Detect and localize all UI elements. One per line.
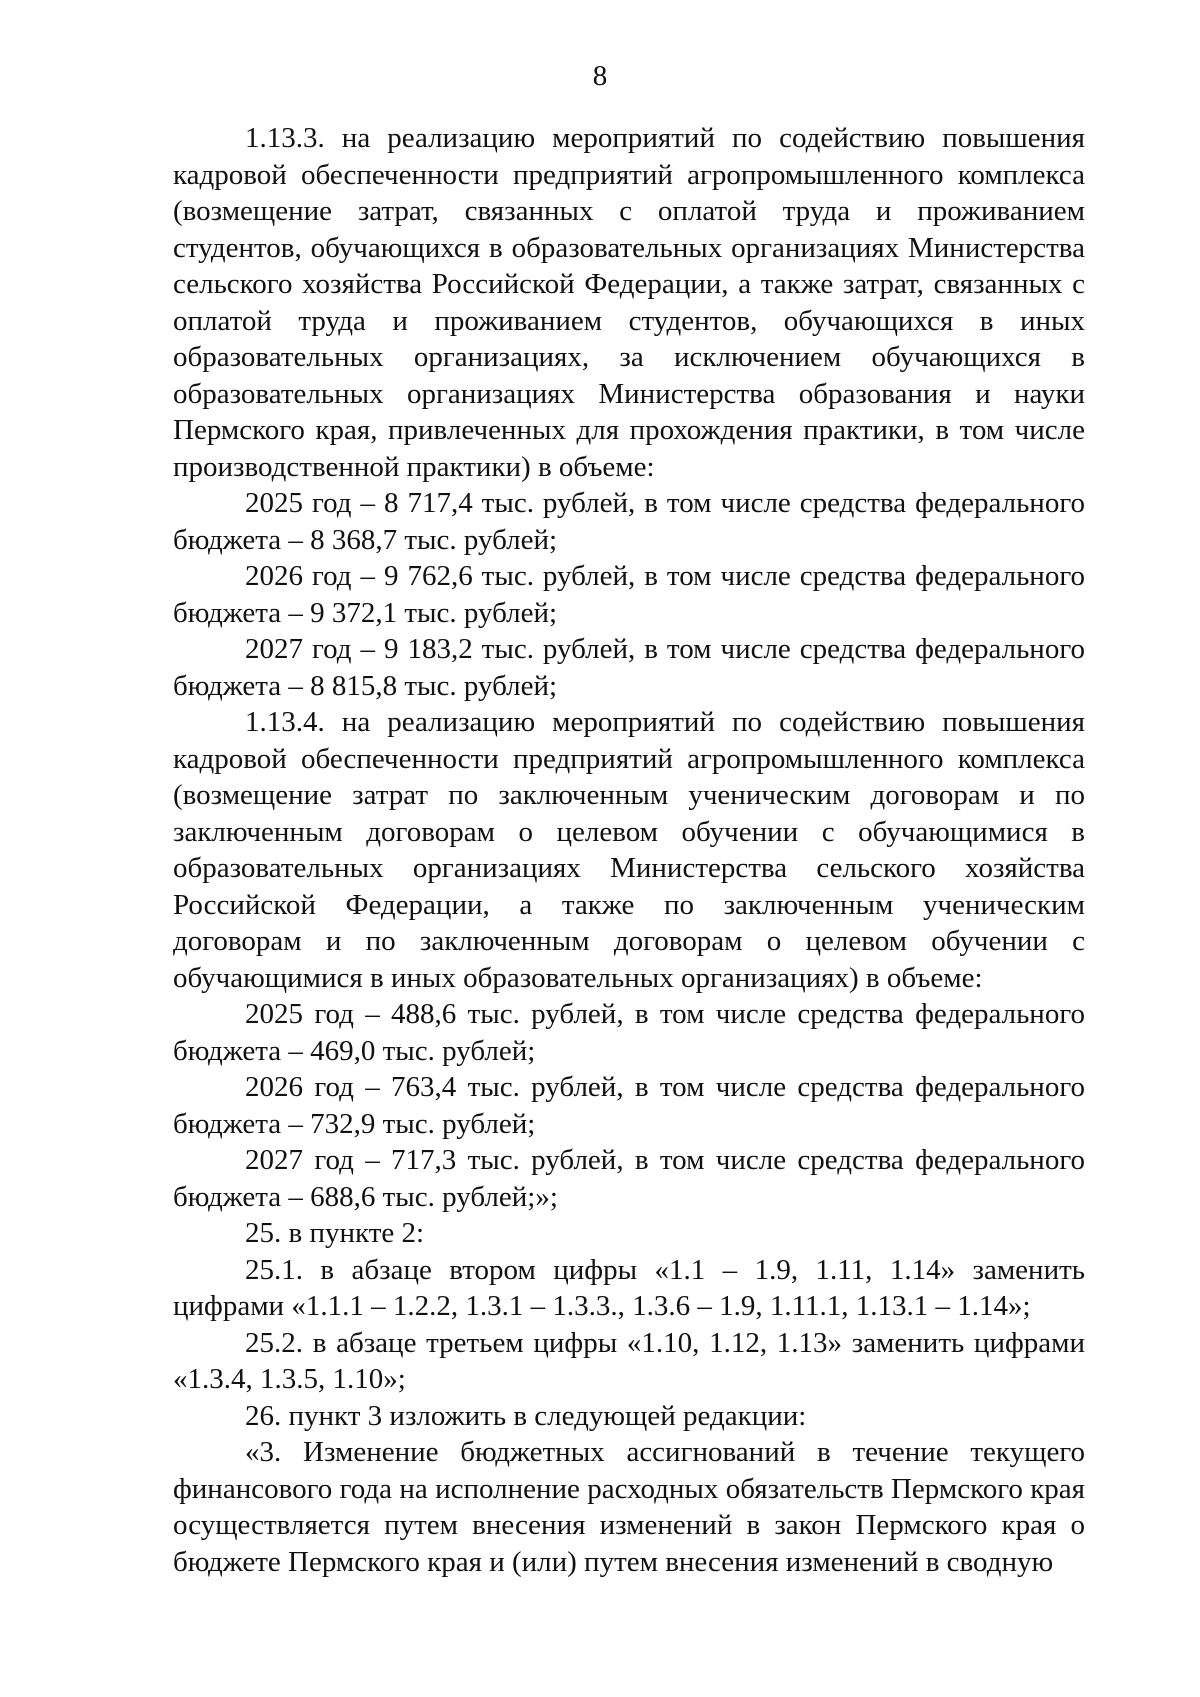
paragraph-3-quote: «3. Изменение бюджетных ассигнований в течение текущего финансового года на исполнение расходных обязательств Пермского края осуществляется путем внесения изменений в закон Пермского края о бюджете Пермского края и (или) путем внесения изменений в сводную bbox=[173, 1436, 1085, 1578]
paragraph-2026-amount: 2026 год – 9 762,6 тыс. рублей, в том числе средства федерального бюджета – 9 372,1 тыс. рублей; bbox=[173, 560, 1085, 629]
paragraph-2026-amount-b: 2026 год – 763,4 тыс. рублей, в том числе средства федерального бюджета – 732,9 тыс. рублей; bbox=[173, 1071, 1085, 1140]
paragraph-2027-amount-b: 2027 год – 717,3 тыс. рублей, в том числе средства федерального бюджета – 688,6 тыс. рублей;»; bbox=[173, 1144, 1085, 1213]
paragraph-1-13-3: 1.13.3. на реализацию мероприятий по содействию повышения кадровой обеспеченности предприятий агропромышленного комплекса (возмещение затрат, связанных с оплатой труда и проживанием студентов, обучающихся в образовательных организациях Министерства сельского хозяйства Российской Федерации, а также затрат, связанных с оплатой труда и проживанием студентов, обучающихся в иных образовательных организациях, за исключением обучающихся в образовательных организациях Министерства образования и науки Пермского края, привлеченных для прохождения практики, в том числе производственной практики) в объеме: bbox=[173, 122, 1085, 483]
paragraph-2025-amount-b: 2025 год – 488,6 тыс. рублей, в том числе средства федерального бюджета – 469,0 тыс. рублей; bbox=[173, 998, 1085, 1067]
document-body bbox=[173, 120, 1085, 1580]
paragraph-25-1: 25.1. в абзаце втором цифры «1.1 – 1.9, 1.11, 1.14» заменить цифрами «1.1.1 – 1.2.2, 1.3.1 – 1.3.3., 1.3.6 – 1.9, 1.11.1, 1.13.1 – 1.14»; bbox=[173, 1253, 1085, 1322]
paragraph-1-13-4: 1.13.4. на реализацию мероприятий по содействию повышения кадровой обеспеченности предприятий агропромышленного комплекса (возмещение затрат по заключенным ученическим договорам и по заключенным договорам о целевом обучении с обучающимися в образовательных организациях Министерства сельского хозяйства Российской Федерации, а также по заключенным ученическим договорам и по заключенным договорам о целевом обучении с обучающимися в иных образовательных организациях) в объеме: bbox=[173, 706, 1085, 994]
page-number: 8 bbox=[592, 60, 608, 92]
paragraph-2025-amount: 2025 год – 8 717,4 тыс. рублей, в том числе средства федерального бюджета – 8 368,7 тыс. рублей; bbox=[173, 487, 1085, 556]
paragraph-25-2: 25.2. в абзаце третьем цифры «1.10, 1.12, 1.13» заменить цифрами «1.3.4, 1.3.5, 1.10»; bbox=[173, 1326, 1085, 1395]
paragraph-25: 25. в пункте 2: bbox=[245, 1217, 425, 1249]
paragraph-2027-amount: 2027 год – 9 183,2 тыс. рублей, в том числе средства федерального бюджета – 8 815,8 тыс. рублей; bbox=[173, 633, 1085, 702]
paragraph-26: 26. пункт 3 изложить в следующей редакции: bbox=[245, 1399, 807, 1432]
